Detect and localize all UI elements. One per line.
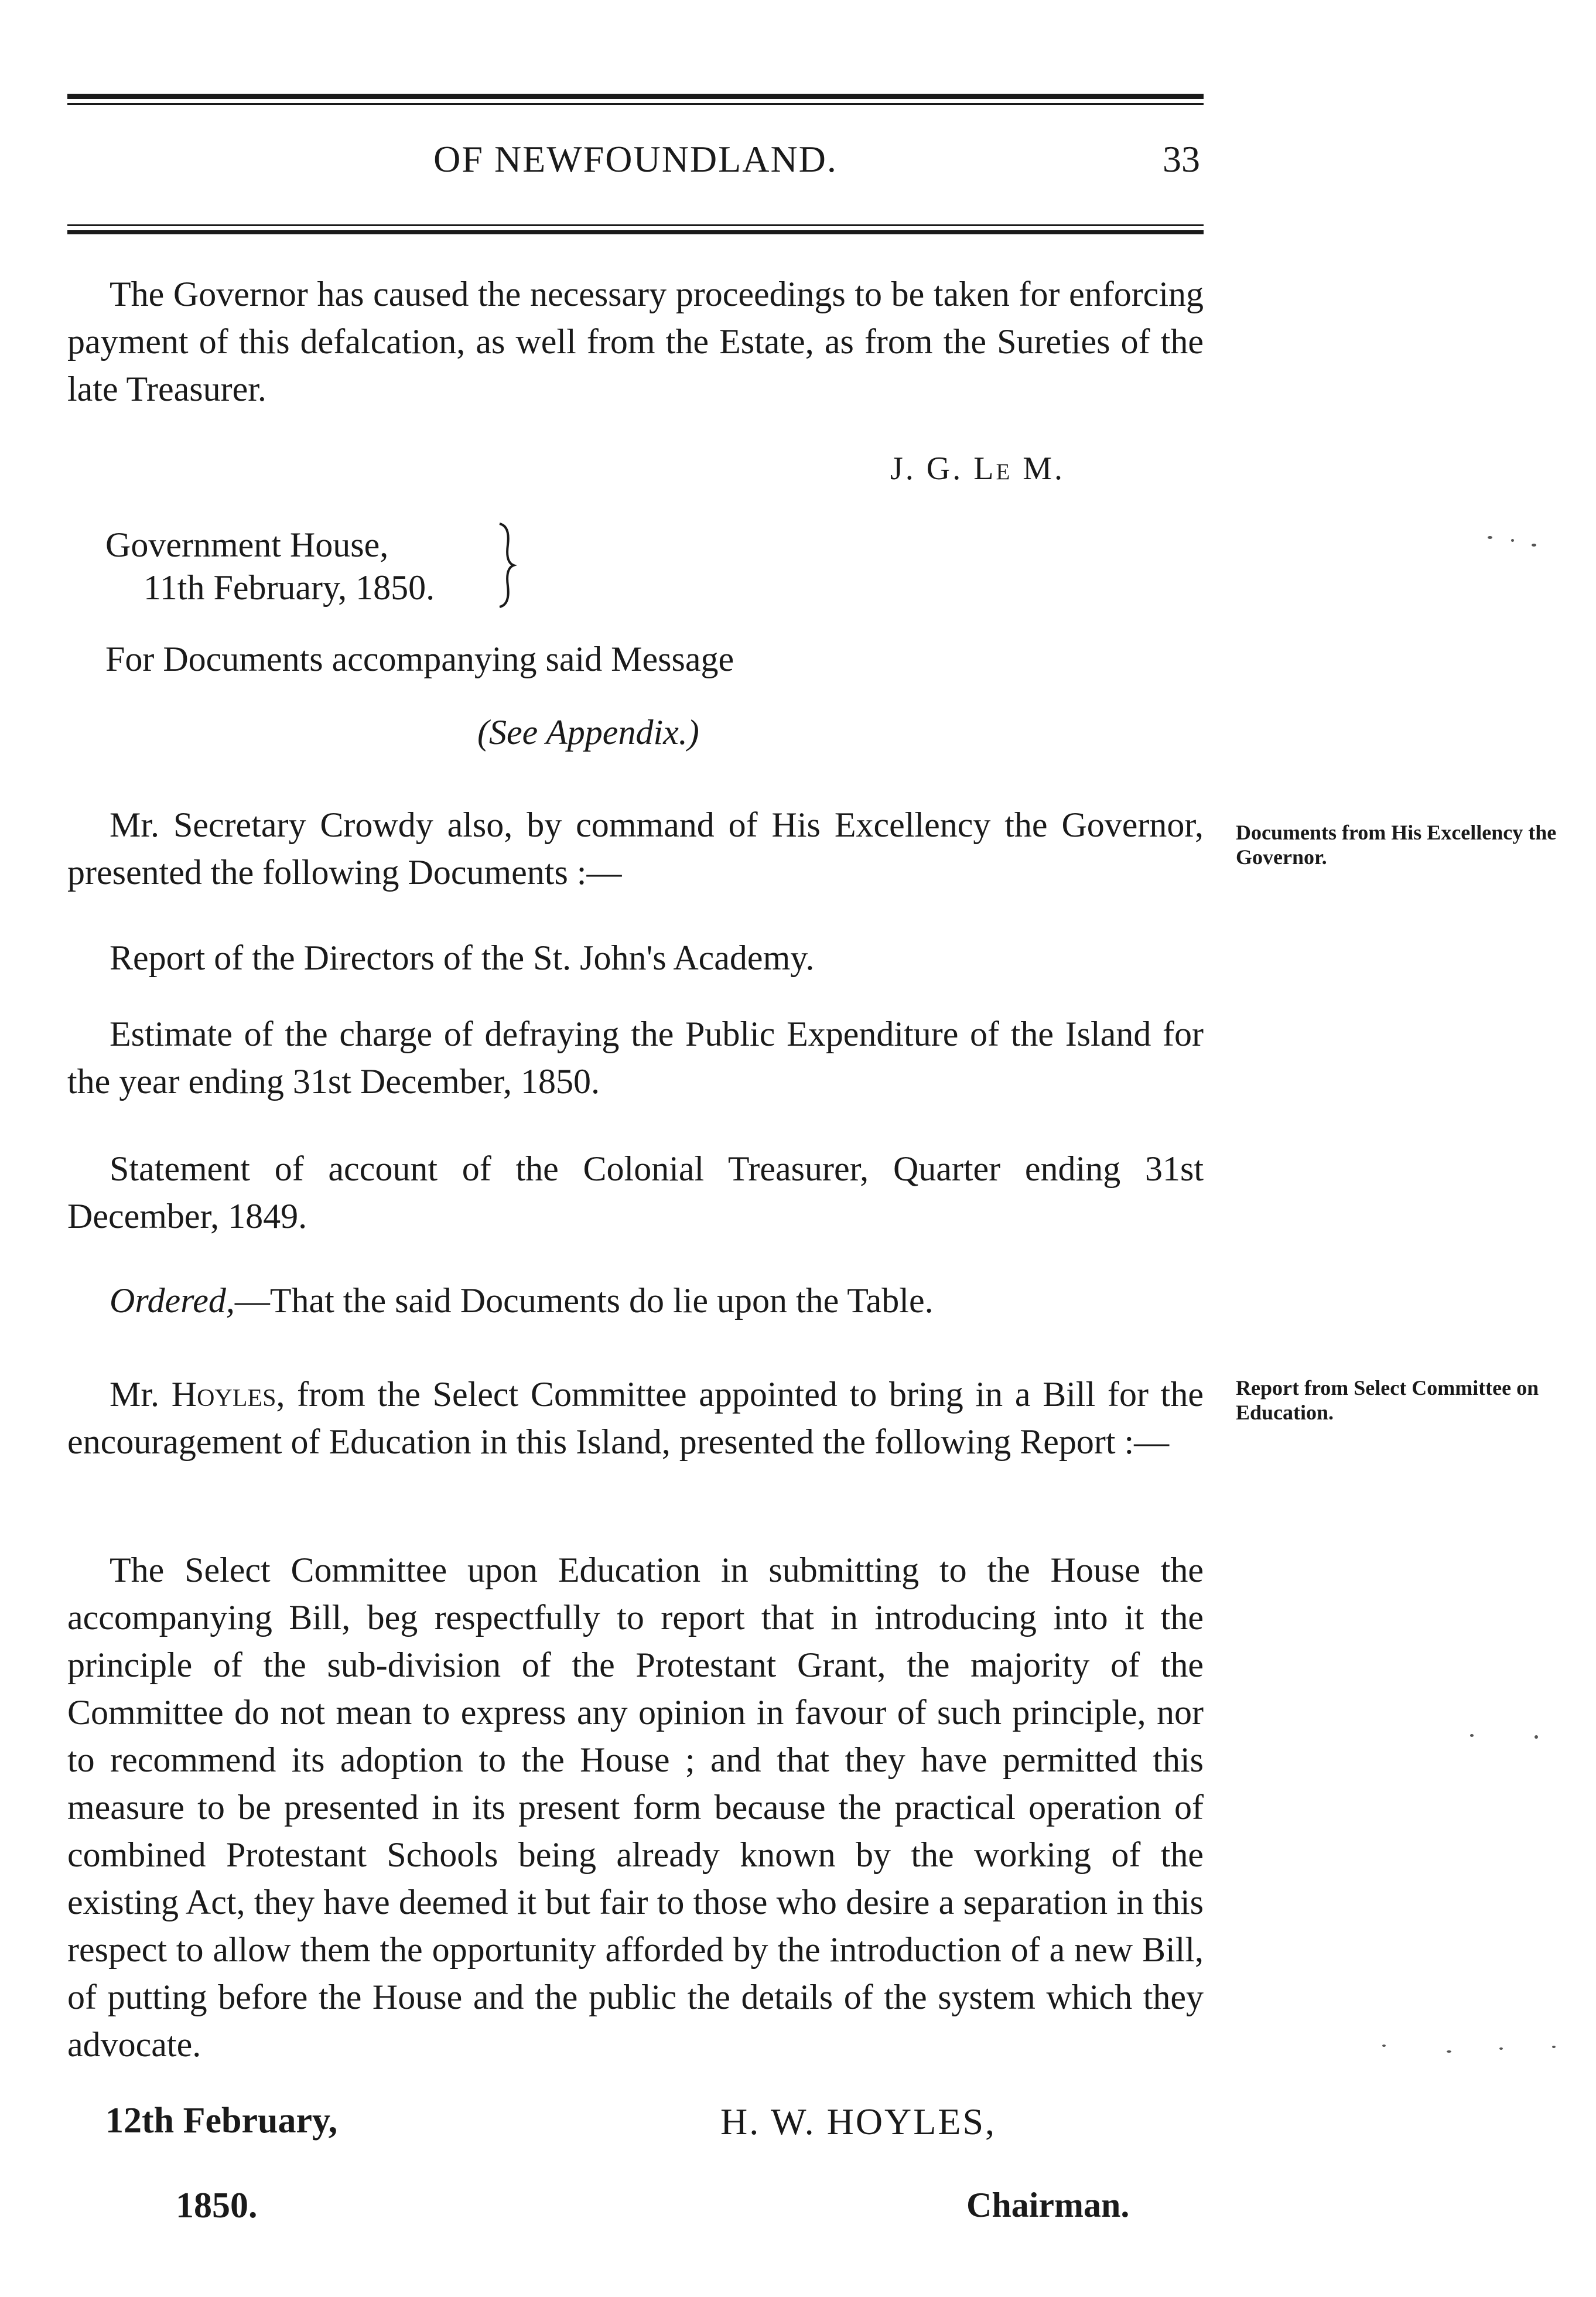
closing-date-line-1: 12th February, <box>105 2101 338 2141</box>
scan-speck <box>1447 2050 1451 2053</box>
see-appendix: (See Appendix.) <box>477 713 699 752</box>
scan-speck <box>1382 2045 1386 2047</box>
signature-initials: J. G. Le M. <box>890 450 1065 487</box>
scan-speck <box>1511 539 1514 542</box>
paragraph-hoyles-presented: Mr. Hoyles, from the Select Committee appointed to bring in a Bill for the encouragement of Education in this Island, presented the following Report :— <box>67 1375 1204 1461</box>
header-rule-thin <box>67 224 1204 226</box>
scan-speck <box>1499 2047 1503 2050</box>
scan-speck <box>1535 1735 1538 1739</box>
scan-speck <box>1532 544 1536 547</box>
place-line-1: Government House, <box>105 525 389 564</box>
running-title: OF NEWFOUNDLAND. <box>433 138 838 180</box>
running-header <box>67 138 1204 190</box>
top-rule-thin <box>67 103 1204 105</box>
scan-speck <box>1470 1734 1474 1737</box>
closing-signatory: H. W. HOYLES, <box>720 2101 997 2142</box>
curly-brace <box>495 521 518 609</box>
closing-date-line-2: 1850. <box>176 2186 258 2226</box>
top-rule-thick <box>67 94 1204 99</box>
margin-note-report: Report from Select Committee on Education. <box>1236 1376 1539 1424</box>
document-item-academy: Report of the Directors of the St. John's Academy. <box>110 938 815 977</box>
margin-note-documents: Documents from His Excellency the Governor. <box>1236 821 1557 869</box>
scan-speck <box>1488 536 1492 539</box>
closing-title: Chairman. <box>966 2186 1130 2224</box>
paragraph-committee-report: The Select Committee upon Education in submitting to the House the accompanying Bill, beg respectfully to report that in introducing into it the principle of the sub-division of the Protestant Grant, the majority of the Committee do not mean to express any opinion in favour of such principle, nor to recommend its adoption to the House ; and that they have permitted this measure to be presented in its present form because the practical operation of combined Protestant Schools being already known by the working of the existing Act, they have deemed it but fair to those who desire a separation in this respect to allow them the opportunity afforded by the introduction of a new Bill, of putting before the House and the public the details of the system which they advocate. <box>67 1551 1204 2064</box>
documents-accompanying-line: For Documents accompanying said Message <box>105 640 734 678</box>
document-item-estimate: Estimate of the charge of defraying the Public Expenditure of the Island for the year ending 31st December, 1850. <box>67 1015 1204 1101</box>
document-item-statement: Statement of account of the Colonial Treasurer, Quarter ending 31st December, 1849. <box>67 1149 1204 1235</box>
page-number: 33 <box>1163 138 1200 180</box>
scan-speck <box>1552 2046 1556 2048</box>
paragraph-governor-proceedings: The Governor has caused the necessary proceedings to be taken for enforcing payment of this defalcation, as well from the Estate, as from the Sureties of the late Treasurer. <box>67 275 1204 408</box>
paragraph-crowdy: Mr. Secretary Crowdy also, by command of His Excellency the Governor, presented the following Documents :— <box>67 806 1204 892</box>
place-line-2: 11th February, 1850. <box>143 568 435 607</box>
paragraph-ordered: Ordered,—That the said Documents do lie upon the Table. <box>110 1281 934 1320</box>
header-rule-thick <box>67 230 1204 234</box>
